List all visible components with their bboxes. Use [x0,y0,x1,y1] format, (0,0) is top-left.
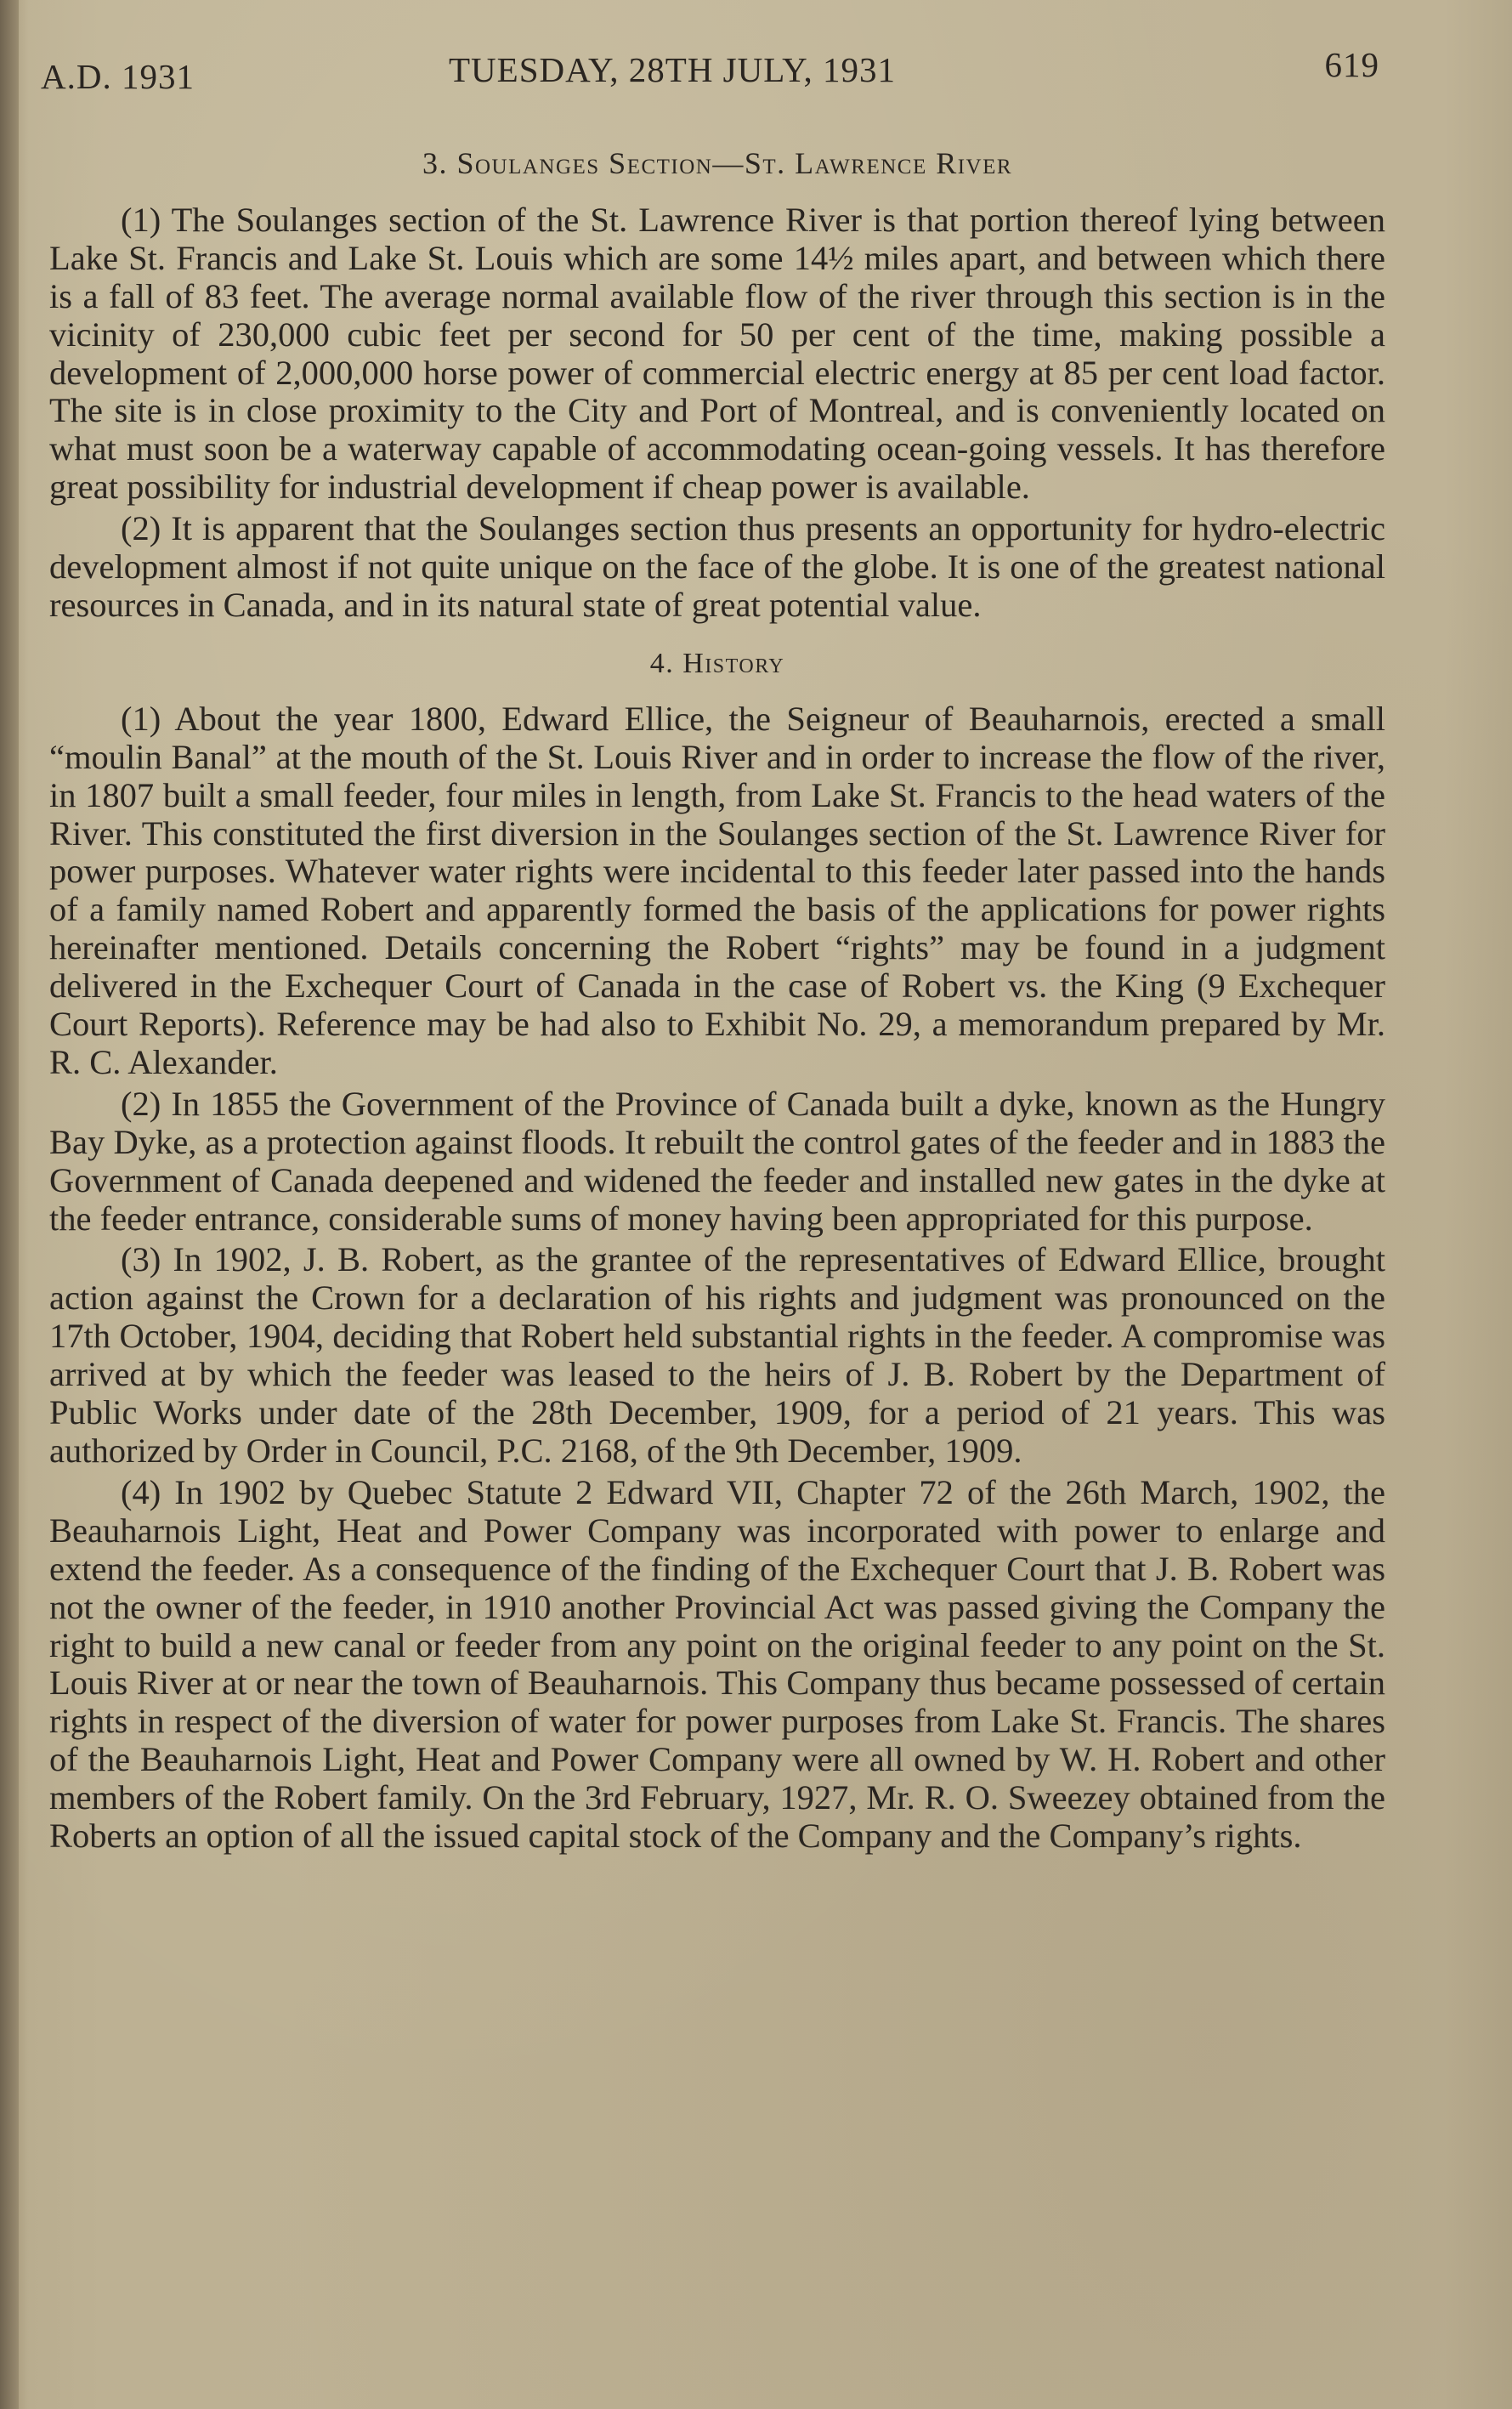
section-heading-history: 4. History [649,647,785,679]
paragraph-soulanges-2: (2) It is apparent that the Soulanges section thus presents an opportunity for hydro-electric development almost if not quite unique on the face of the globe. It is one of the greatest national resources in Canada, and in its natural state of great potential value. [49,509,1385,624]
paragraph-soulanges-1: (1) The Soulanges section of the St. Lawrence River is that portion thereof lying between Lake St. Francis and Lake St. Louis which are some 14½ miles apart, and between which there is a fall of 83 feet. The average normal available flow of the river through this section is in the vicinity of 230,000 cubic feet per second for 50 per cent of the time, making possible a development of 2,000,000 horse power of commercial electric energy at 85 per cent load factor. The site is in close proximity to the City and Port of Montreal, and is conveniently located on what must soon be a waterway capable of accommodating ocean-going vessels. It has therefore great possibility for industrial development if cheap power is available. [49,200,1385,507]
paragraph-history-1: (1) About the year 1800, Edward Ellice, the Seigneur of Beauharnois, erected a small “moulin Banal” at the mouth of the St. Louis River and in order to increase the flow of the river, in 1807 built a small feeder, four miles in length, from Lake St. Francis to the head waters of the River. This constituted the first diversion in the Soulanges section of the St. Lawrence River for power purposes. Whatever water rights were incidental to this feeder later passed into the hands of a family named Robert and apparently formed the basis of the applications for power rights hereinafter mentioned. Details concerning the Robert “rights” may be found in a judgment delivered in the Exchequer Court of Canada in the case of Robert vs. the King (9 Exchequer Court Reports). Reference may be had also to Exhibit No. 29, a memorandum prepared by Mr. R. C. Alexander. [49,699,1385,1081]
paragraph-history-2: (2) In 1855 the Government of the Province of Canada built a dyke, known as the Hungry Bay Dyke, as a protection against floods. It rebuilt the control gates of the feeder and in 1883 the Government of Canada deepened and widened the feeder and installed new gates in the dyke at the feeder entrance, considerable sums of money having been appropriated for this purpose. [49,1084,1385,1238]
header-year: A.D. 1931 [41,57,195,96]
book-spine-edge [0,0,19,2409]
paragraph-history-4: (4) In 1902 by Quebec Statute 2 Edward VII, Chapter 72 of the 26th March, 1902, the Beauharnois Light, Heat and Power Company was incorporated with power to enlarge and extend the feeder. As a consequence of the finding of the Exchequer Court that J. B. Robert was not the owner of the feeder, in 1910 another Provincial Act was passed giving the Company the right to build a new canal or feeder from any point on the original feeder to any point on the St. Louis River at or near the town of Beauharnois. This Company thus became possessed of certain rights in respect of the diversion of water for power purposes from Lake St. Francis. The shares of the Beauharnois Light, Heat and Power Company were all owned by W. H. Robert and other members of the Robert family. On the 3rd February, 1927, Mr. R. O. Sweezey obtained from the Roberts an option of all the issued capital stock of the Company and the Company’s rights. [49,1472,1385,1856]
body-text [49,145,1385,1859]
paragraph-history-3: (3) In 1902, J. B. Robert, as the grantee of the representatives of Edward Ellice, brought action against the Crown for a declaration of his rights and judgment was pronounced on the 17th October, 1904, deciding that Robert held substantial rights in the feeder. A compromise was arrived at by which the feeder was leased to the heirs of J. B. Robert by the Department of Public Works under date of the 28th December, 1909, for a period of 21 years. This was authorized by Order in Council, P.C. 2168, of the 9th December, 1909. [49,1240,1385,1470]
header-date: TUESDAY, 28TH JULY, 1931 [449,50,897,89]
page-number: 619 [1324,45,1379,84]
section-heading-soulanges: 3. Soulanges Section—St. Lawrence River [422,146,1013,180]
running-header [41,44,1379,95]
